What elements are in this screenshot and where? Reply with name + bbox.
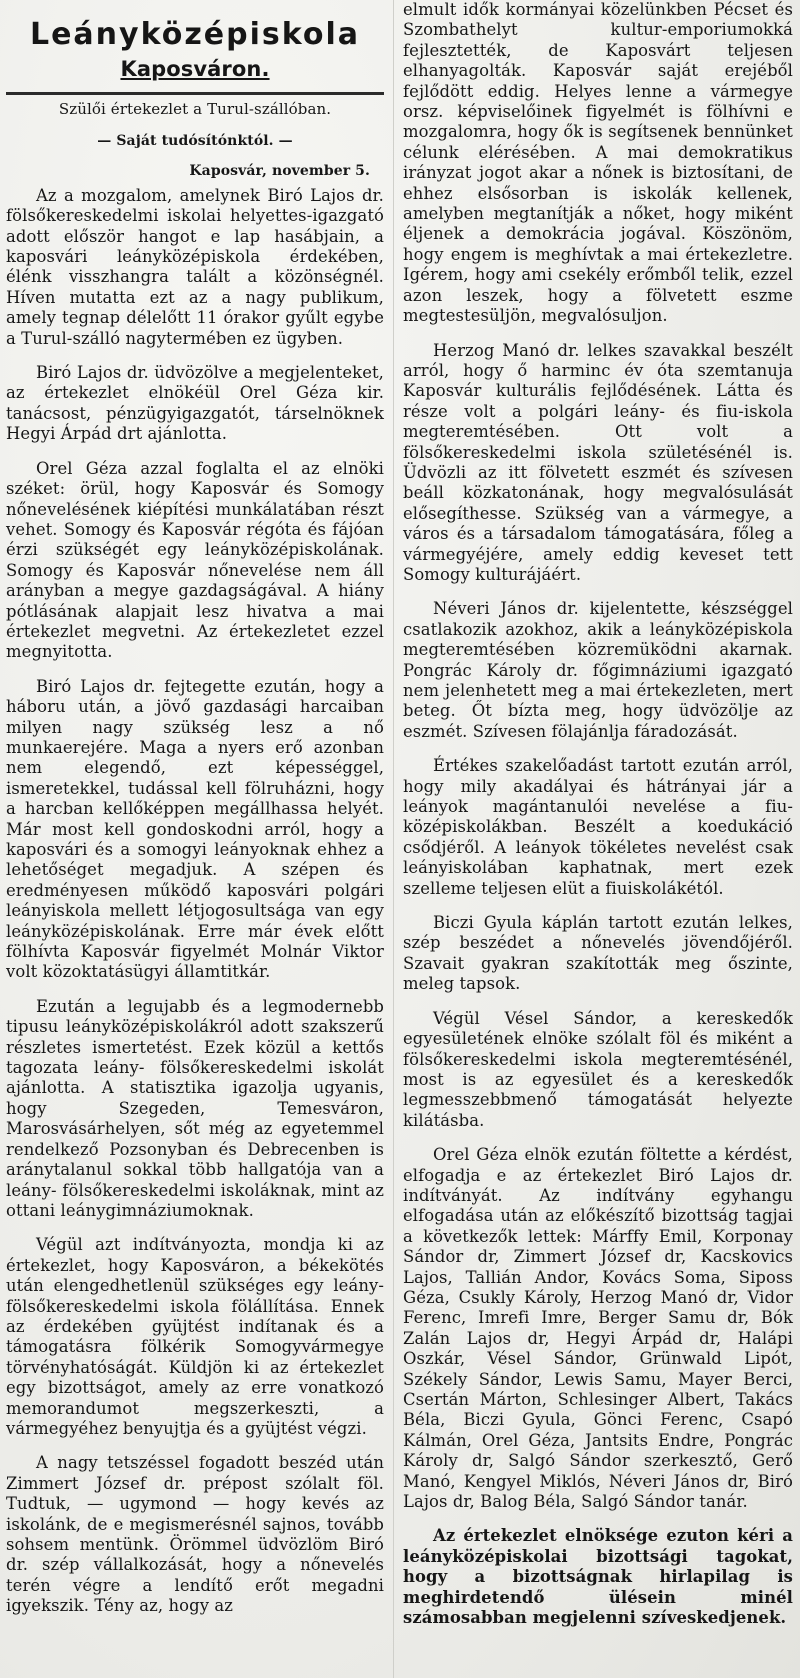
right-column — [397, 0, 797, 1678]
column-divider — [393, 0, 394, 1678]
paragraph: Biró Lajos dr. fejtegette ezután, hogy a háboru után, a jövő gazdasági harcaiban milyen nagy szükség lesz a nő munkaerejére. Maga a nyers erő azonban nem elegendő, ezt képességgel, ismeretekkel, tudással kell fölruházni, hogy a harcban kellőképpen megállhassa helyét. Már most kell gondoskodni arról, hogy a kaposvári és a somogyi leányoknak ehhez a lehetőséget megadjuk. A szépen és eredményesen működő kaposvári polgári leányiskola mellett létjogosultsága van egy leányközépiskolának. Erre már évek előtt fölhívta Kaposvár figyelmét Molnár Viktor volt közoktatásügyi államtitkár. — [6, 676, 384, 982]
paragraph: Végül Vésel Sándor, a kereskedők egyesületének elnöke szólalt föl és miként a fölsőkereskedelmi iskola megteremtésénél, most is az egyesület és a kereskedők legmesszebbmenő támogatását helyezte kilátásba. — [403, 1008, 793, 1130]
paragraph: Orel Géza azzal foglalta el az elnöki széket: örül, hogy Kaposvár és Somogy nőnevelésének kiépítési munkálatában részt vehet. Somogy és Kaposvár régóta és fájóan érzi szükségét egy leányközépiskolának. Somogy és Kaposvár nőnevelése nem áll arányban a megye gazdagságával. A hiány pótlásának alapjait lesz hivatva a mai értekezlet megvetni. Az értekezletet ezzel megnyitotta. — [6, 458, 384, 662]
article-subtitle: Kaposváron. — [120, 57, 270, 81]
dateline: Kaposvár, november 5. — [189, 163, 370, 180]
paragraph: A nagy tetszéssel fogadott beszéd után Zimmert József dr. prépost szólalt föl. Tudtuk, — ugymond — hogy kevés az iskolánk, de e megismerésnél sajnos, tovább sohsem mentünk. Örömmel üdvözlöm Biró dr. szép vállalkozását, hogy a nőnevelés terén végre a lendítő erőt megadni igyekszik. Tény az, hogy az — [6, 1453, 384, 1616]
paragraph: Néveri János dr. kijelentette, készséggel csatlakozik azokhoz, akik a leányközépiskola megteremtésében közremüködni akarnak. Pongrác Károly dr. főgimnáziumi igazgató nem jelenhetett meg a mai értekezleten, mert beteg. Őt bízta meg, hogy üdvözölje az eszmét. Szívesen fölajánlja fáradozását. — [403, 599, 793, 741]
paragraph: Az a mozgalom, amelynek Biró Lajos dr. fölsőkereskedelmi iskolai helyettes-igazgató adott először hangot e lap hasábjain, a kaposvári leányközépiskola érdekében, élénk visszhangra talált a közönségnél. Híven mutatta ezt az a nagy publikum, amely tegnap délelőtt 11 órakor gyűlt egybe a Turul-szálló nagytermében ez ügyben. — [6, 185, 384, 348]
paragraph: Orel Géza elnök ezután föltette a kérdést, elfogadja e az értekezlet Biró Lajos dr. indítványát. Az indítvány egyhangu elfogadása után az előkészítő bizottság tagjai a következők lettek: Márffy Emil, Korponay Sándor dr, Zimmert József dr, Kacskovics Lajos, Tallián Andor, Kovács Soma, Siposs Géza, Csukly Károly, Herzog Manó dr, Vidor Ferenc, Imrefi Imre, Berger Samu dr, Bók Zalán Lajos dr, Hegyi Árpád dr, Halápi Oszkár, Vésel Sándor, Grünwald Lipót, Székely Sándor, Lewis Samu, Mayer Berci, Csertán Márton, Schlesinger Albert, Takács Béla, Biczi Gyula, Gönci Ferenc, Csapó Kálmán, Orel Géza, Jantsits Endre, Pongrác Károly dr, Salgó Sándor szerkesztő, Gerő Manó, Kengyel Miklós, Néveri János dr, Biró Lajos dr, Balog Béla, Salgó Sándor tanár. — [403, 1145, 793, 1512]
paragraph: Biczi Gyula káplán tartott ezután lelkes, szép beszédet a nőnevelés jövendőjéről. Szavait gyakran szakították meg őszinte, meleg tapsok. — [403, 913, 793, 994]
paragraph: Biró Lajos dr. üdvözölve a megjelenteket, az értekezlet elnökéül Orel Géza kir. tanácsost, pénzügyigazgatót, társelnöknek Hegyi Árpád drt ajánlotta. — [6, 363, 384, 444]
paragraph: Ezután a legujabb és a legmodernebb tipusu leányközépiskolákról adott szakszerű részletes ismertetést. Ezek közül a kettős tagozata leány- fölsőkereskedelmi iskolát ajánlotta. A statisztika igazolja ugyanis, hogy Szegeden, Temesváron, Marosvásárhelyen, sőt még az egyetemmel rendelkező Pozsonyban és Debrecenben is aránytalanul sokkal több hallgatója van a leány- fölsőkereskedelmi iskoláknak, mint az ottani leánygimnáziumoknak. — [6, 996, 384, 1220]
paragraph: elmult idők kormányai közelünkben Pécset és Szombathelyt kultur-emporiumokká fejlesztették, de Kaposvárt teljesen elhanyagolták. Kaposvár saját erejéből fejlődött eddig. Helyes lenne a vármegye orsz. képviselőinek figyelmét is fölhívni e mozgalomra, hogy ők is segítsenek bennünket célunk elérésében. A mai demokratikus irányzat jogot akar a nőnek is biztosítani, de ehhez elsősorban is iskolák kellenek, amelyben megtanítják a nőket, hogy miként éljenek a demokrácia jogával. Köszönöm, hogy engem is meghívtak a mai értekezletre. Igérem, hogy ami csekély erőmből telik, ezzel azon leszek, hogy a fölvetett eszme megtestesüljön, megvalósuljon. — [403, 0, 793, 326]
article-title: Leányközépiskola — [29, 17, 361, 52]
paragraph: Végül azt indítványozta, mondja ki az értekezlet, hogy Kaposváron, a békekötés után elengedhetlenül szükséges egy leány- fölsőkereskedelmi iskola fölállítása. Ennek az érdekében gyüjtést indítanak és a támogatásra fölkérik Somogyvármegye törvényhatóságát. Küldjön ki az értekezlet egy bizottságot, amely az erre vonatkozó memorandumot megszerkeszti, a vármegyéhez benyujtja és a gyüjtést végzi. — [6, 1235, 384, 1438]
paragraph: Értékes szakelőadást tartott ezután arról, hogy mily akadályai és hátrányai jár a leányok magántanulói nevelése a fiu-középiskolákban. Beszélt a koedukáció csődjéről. A leányok tökéletes nevelést csak leányiskolában kaphatnak, mert ezek szelleme teljesen elüt a fiuiskolákétól. — [403, 756, 793, 898]
left-column — [0, 0, 390, 1678]
section-heading: Szülői értekezlet a Turul-szállóban. — [6, 92, 384, 119]
byline: — Saját tudósítónktól. — — [97, 133, 293, 149]
paragraph: Az értekezlet elnöksége ezuton kéri a leányközépiskolai bizottsági tagokat, hogy a bizottságnak hirlapilag is meghirdetendő ülésein minél számosabban megjelenni szíveskedjenek. — [403, 1526, 793, 1628]
paragraph: Herzog Manó dr. lelkes szavakkal beszélt arról, hogy ő harminc év óta szemtanuja Kaposvár kulturális fejlődésének. Látta és része volt a polgári leány- és fiu-iskola megteremtésében. Ott volt a fölsőkereskedelmi iskola születésénél is. Üdvözli az itt fölvetett eszmét és szívesen beáll közkatonának, hogy megvalósulását elősegíthesse. Szükség van a vármegye, a város és a társadalom támogatására, főleg a vármegyéjére, amely eddig keveset tett Somogy kulturájáért. — [403, 340, 793, 584]
